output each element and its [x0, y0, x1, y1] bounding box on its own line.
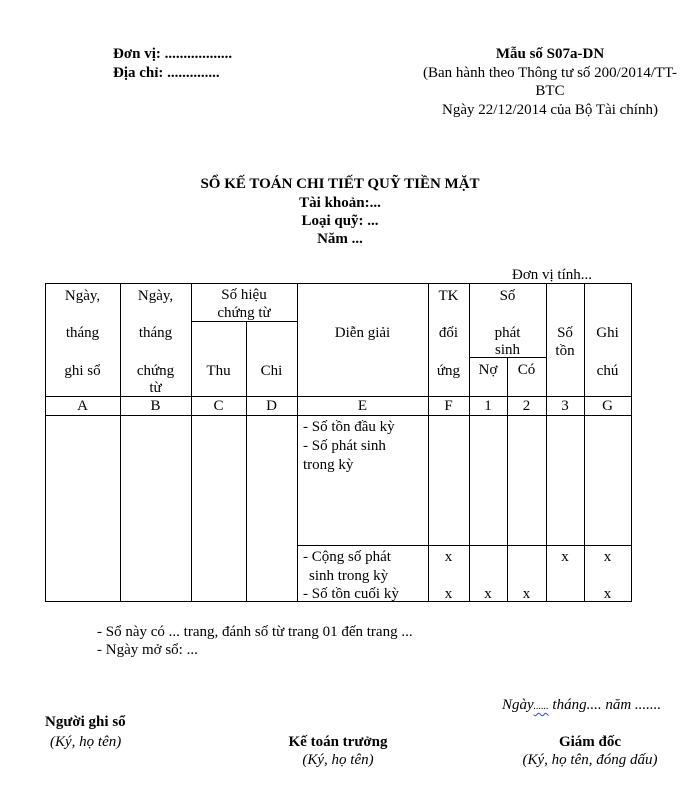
- header-dien-giai: Diễn giải: [334, 325, 391, 341]
- header-no: Nợ: [478, 362, 498, 378]
- date-line: [502, 696, 661, 716]
- header-text: Ghi: [596, 325, 619, 341]
- account-line: Tài khoản:...: [299, 195, 381, 211]
- header-text: chứng từ: [217, 305, 271, 321]
- fund-type-line: Loại quỹ: ...: [301, 213, 379, 229]
- header-text: sinh: [494, 342, 520, 358]
- header-text: Số: [557, 325, 573, 341]
- column-code: D: [266, 398, 277, 414]
- column-code: 1: [484, 398, 492, 414]
- column-code: G: [602, 398, 613, 414]
- column-code: A: [77, 398, 88, 414]
- column-code: 2: [522, 398, 531, 414]
- column-code: B: [150, 398, 161, 414]
- cell-mark: x: [444, 549, 453, 565]
- header-text: ứng: [436, 363, 461, 379]
- row-text: trong kỳ: [303, 457, 354, 473]
- header-text: Số: [499, 288, 516, 304]
- date-day-dots: ......: [533, 701, 549, 712]
- header-thu: Thu: [206, 363, 231, 379]
- header-text: tồn: [555, 343, 575, 359]
- signature-chief-accountant-title: Kế toán trưởng: [288, 734, 388, 750]
- header-text: đối: [438, 325, 459, 341]
- header-text: tháng: [138, 325, 173, 341]
- issued-by-line-2: BTC: [535, 83, 565, 99]
- cell-mark: x: [522, 586, 531, 602]
- header-chi: Chi: [260, 363, 283, 379]
- row-text: - Số phát sinh: [303, 438, 386, 454]
- cell-mark: x: [484, 586, 492, 602]
- header-text: phát: [494, 325, 521, 341]
- unit-label: Đơn vị tính...: [512, 267, 593, 283]
- date-rest: tháng.... năm .......: [548, 697, 662, 713]
- cell-mark: x: [603, 586, 612, 602]
- don-vi-label: Đơn vị: ..................: [113, 46, 233, 62]
- page-title: SỔ KẾ TOÁN CHI TIẾT QUỸ TIỀN MẶT: [200, 176, 480, 192]
- column-code: F: [444, 398, 453, 414]
- header-text: Số hiệu: [221, 287, 267, 303]
- row-text: - Số tồn đầu kỳ: [303, 419, 395, 435]
- signature-recorder-note: (Ký, họ tên): [50, 734, 122, 750]
- row-text: - Số tồn cuối kỳ: [303, 586, 399, 602]
- header-text: ghi sổ: [64, 363, 101, 379]
- signature-recorder-title: Người ghi sổ: [45, 714, 126, 730]
- header-text: TK: [438, 288, 459, 304]
- note-open-date: - Ngày mở sổ: ...: [97, 642, 198, 658]
- signature-director-title: Giám đốc: [558, 734, 622, 750]
- header-text: chứng: [136, 363, 175, 379]
- column-code: C: [213, 398, 224, 414]
- header-text: chú: [596, 363, 619, 379]
- header-text: Ngày,: [137, 288, 174, 304]
- note-pages: - Sổ này có ... trang, đánh số từ trang 01 đến trang ...: [97, 624, 413, 640]
- issued-by-line-3: Ngày 22/12/2014 của Bộ Tài chính): [442, 102, 658, 118]
- column-code: 3: [561, 398, 569, 414]
- form-number: Mẫu số S07a-DN: [495, 46, 605, 62]
- header-text: từ: [149, 380, 162, 396]
- column-code: E: [357, 398, 368, 414]
- cell-mark: x: [603, 549, 612, 565]
- cell-mark: x: [561, 549, 569, 565]
- date-day-label: Ngày: [502, 697, 534, 713]
- row-text: sinh trong kỳ: [309, 568, 389, 584]
- signature-chief-accountant-note: (Ký, họ tên): [302, 752, 374, 768]
- header-text: tháng: [65, 325, 100, 341]
- row-text: - Cộng số phát: [303, 549, 391, 565]
- dia-chi-label: Địa chỉ: ..............: [113, 65, 220, 81]
- year-line: Năm ...: [317, 231, 363, 247]
- header-text: Ngày,: [64, 288, 101, 304]
- signature-director-note: (Ký, họ tên, đóng dấu): [522, 752, 658, 768]
- issued-by-line-1: (Ban hành theo Thông tư số 200/2014/TT-: [423, 65, 677, 81]
- header-co: Có: [517, 362, 536, 378]
- cell-mark: x: [444, 586, 453, 602]
